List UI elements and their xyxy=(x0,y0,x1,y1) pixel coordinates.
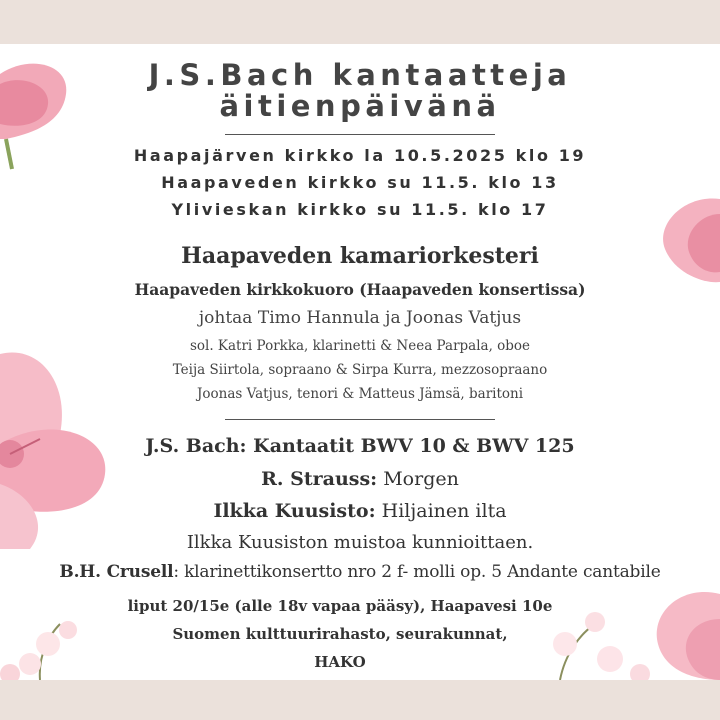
program-kuusisto-note: Ilkka Kuusiston muistoa kunnioittaen. xyxy=(186,532,534,553)
title-line-1: J.S.Bach kantaatteja xyxy=(148,58,572,92)
program-crusell xyxy=(0,562,720,582)
orchestra: Haapaveden kamariorkesteri xyxy=(181,243,539,269)
program-strauss xyxy=(0,468,720,490)
strauss-composer: R. Strauss: xyxy=(261,468,378,490)
sponsors: Suomen kulttuurirahasto, seurakunnat, xyxy=(172,625,508,643)
divider-top xyxy=(225,134,495,135)
conductors: johtaa Timo Hannula ja Joonas Vatjus xyxy=(198,308,522,328)
choir: Haapaveden kirkkokuoro (Haapaveden konsertissa) xyxy=(134,280,586,299)
soloists-3: Joonas Vatjus, tenori & Matteus Jämsä, baritoni xyxy=(196,386,524,402)
tickets: liput 20/15e (alle 18v vapaa pääsy), Haapavesi 10e xyxy=(127,597,553,615)
poster xyxy=(0,44,720,680)
hako: HAKO xyxy=(314,653,366,671)
title-line-2: äitienpäivänä xyxy=(219,89,501,123)
program-kuusisto xyxy=(0,500,720,522)
venue-3: Ylivieskan kirkko su 11.5. klo 17 xyxy=(171,200,549,219)
venue-1: Haapajärven kirkko la 10.5.2025 klo 19 xyxy=(133,146,587,165)
kuusisto-work: Hiljainen ilta xyxy=(375,500,507,522)
divider-middle xyxy=(225,419,495,420)
program-bach: J.S. Bach: Kantaatit BWV 10 & BWV 125 xyxy=(145,435,575,457)
soloists-2: Teija Siirtola, sopraano & Sirpa Kurra, mezzosopraano xyxy=(172,362,548,378)
kuusisto-composer: Ilkka Kuusisto: xyxy=(213,500,376,522)
crusell-composer: B.H. Crusell xyxy=(59,562,174,582)
strauss-work: Morgen xyxy=(377,468,459,490)
venue-2: Haapaveden kirkko su 11.5. klo 13 xyxy=(161,173,559,192)
crusell-work: : klarinettikonsertto nro 2 f- molli op. 5 Andante cantabile xyxy=(173,562,661,582)
soloists-1: sol. Katri Porkka, klarinetti & Neea Parpala, oboe xyxy=(189,338,531,354)
